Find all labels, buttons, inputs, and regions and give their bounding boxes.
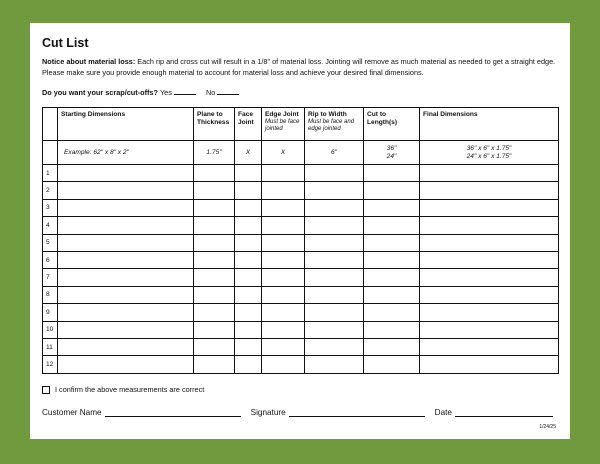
row-number: 11 [43,338,58,355]
table-cell[interactable] [364,199,420,216]
cut-list-table [42,107,559,374]
table-cell[interactable] [305,338,364,355]
table-row [43,182,559,199]
header-face-joint: Face Joint [235,108,262,141]
table-cell[interactable] [420,199,559,216]
table-cell[interactable] [235,199,262,216]
row-number: 3 [43,199,58,216]
table-cell[interactable] [262,321,305,338]
date-label: Date [434,408,452,417]
table-cell[interactable] [305,251,364,268]
table-cell[interactable] [194,217,235,234]
customer-name-label: Customer Name [42,408,102,417]
header-starting-dimensions: Starting Dimensions [58,108,194,141]
table-cell[interactable] [364,304,420,321]
notice-text: Each rip and cross cut will result in a 1/8" of material loss. Jointing will remove as much material as needed to get a straight edge. Please make sure you provide enough material to account for material loss and achieve your desired final dimensions. [42,57,556,77]
example-starting: Example: 62" x 8" x 2" [58,141,194,165]
table-cell[interactable] [262,234,305,251]
table-cell[interactable] [420,251,559,268]
table-row [43,321,559,338]
confirm-checkbox[interactable] [42,386,50,394]
example-row [43,141,559,165]
table-cell[interactable] [420,234,559,251]
table-cell[interactable] [194,321,235,338]
row-number: 10 [43,321,58,338]
table-cell[interactable] [58,165,194,182]
table-row [43,165,559,182]
table-cell[interactable] [364,338,420,355]
scrap-question [42,87,247,97]
table-row [43,338,559,355]
table-cell[interactable] [194,182,235,199]
table-cell[interactable] [364,217,420,234]
table-cell[interactable] [235,321,262,338]
table-cell[interactable] [305,199,364,216]
example-rip: 6" [305,141,364,165]
signature-field[interactable] [289,408,425,417]
date-field[interactable] [455,408,553,417]
material-loss-notice [42,57,562,78]
table-cell[interactable] [305,217,364,234]
table-cell[interactable] [364,165,420,182]
table-header-row [43,108,559,141]
table-cell[interactable] [194,269,235,286]
table-row [43,269,559,286]
table-cell[interactable] [194,234,235,251]
table-row [43,304,559,321]
table-cell[interactable] [420,217,559,234]
table-cell[interactable] [420,269,559,286]
table-cell[interactable] [235,304,262,321]
example-edge: X [262,141,305,165]
table-row [43,217,559,234]
table-cell[interactable] [235,338,262,355]
header-rip-width: Rip to Width Must be face and edge jointed [305,108,364,141]
confirm-label: I confirm the above measurements are correct [55,385,205,394]
cut-list-sheet [30,23,570,439]
row-number: 5 [43,234,58,251]
example-plane: 1.75" [194,141,235,165]
page-title: Cut List [42,36,89,50]
header-cut-length: Cut to Length(s) [364,108,420,141]
table-cell[interactable] [420,165,559,182]
table-cell[interactable] [58,356,194,373]
table-cell[interactable] [262,251,305,268]
table-cell[interactable] [262,286,305,303]
table-cell[interactable] [194,251,235,268]
table-cell[interactable] [305,182,364,199]
table-row [43,356,559,373]
table-cell[interactable] [58,304,194,321]
table-cell[interactable] [58,321,194,338]
table-cell[interactable] [235,234,262,251]
row-number: 4 [43,217,58,234]
row-number: 2 [43,182,58,199]
table-cell[interactable] [420,321,559,338]
customer-name-field[interactable] [105,408,241,417]
table-cell[interactable] [420,338,559,355]
table-cell[interactable] [305,234,364,251]
table-cell[interactable] [194,286,235,303]
table-cell[interactable] [194,304,235,321]
table-row [43,234,559,251]
header-edge-joint-note: Must be face jointed [265,118,300,132]
table-cell[interactable] [262,269,305,286]
confirm-row [42,385,204,394]
row-number: 7 [43,269,58,286]
table-cell[interactable] [364,286,420,303]
table-cell[interactable] [364,251,420,268]
table-cell[interactable] [235,165,262,182]
table-cell[interactable] [364,182,420,199]
table-cell[interactable] [262,199,305,216]
example-row-number [43,141,58,165]
table-cell[interactable] [262,165,305,182]
table-cell[interactable] [235,286,262,303]
table-cell[interactable] [262,182,305,199]
scrap-no-label: No [205,88,216,97]
table-cell[interactable] [235,251,262,268]
table-cell[interactable] [58,217,194,234]
row-number: 1 [43,165,58,182]
table-cell[interactable] [58,182,194,199]
table-cell[interactable] [364,269,420,286]
table-cell[interactable] [420,182,559,199]
table-cell[interactable] [235,217,262,234]
table-cell[interactable] [262,217,305,234]
scrap-yes-blank[interactable] [174,87,196,95]
row-number: 12 [43,356,58,373]
table-cell[interactable] [305,356,364,373]
notice-label: Notice about material loss: [42,57,136,66]
example-cut: 36" 24" [364,141,420,165]
header-final-dimensions: Final Dimensions [420,108,559,141]
table-cell[interactable] [420,356,559,373]
table-row [43,286,559,303]
example-final: 36" x 6" x 1.75" 24" x 6" x 1.75" [420,141,559,165]
table-cell[interactable] [364,321,420,338]
table-cell[interactable] [305,269,364,286]
row-number: 9 [43,304,58,321]
header-plane-thickness: Plane to Thickness [194,108,235,141]
scrap-no-blank[interactable] [217,87,239,95]
row-number: 8 [43,286,58,303]
table-cell[interactable] [420,304,559,321]
table-cell[interactable] [235,356,262,373]
table-cell[interactable] [58,251,194,268]
form-version: 1/24/25 [539,424,556,430]
scrap-question-text: Do you want your scrap/cut-offs? [42,88,158,97]
table-cell[interactable] [364,234,420,251]
table-cell[interactable] [58,199,194,216]
table-cell[interactable] [305,321,364,338]
table-cell[interactable] [58,234,194,251]
table-row [43,199,559,216]
example-face: X [235,141,262,165]
table-cell[interactable] [58,338,194,355]
table-cell[interactable] [305,286,364,303]
table-cell[interactable] [235,269,262,286]
table-cell[interactable] [262,304,305,321]
table-cell[interactable] [262,338,305,355]
table-cell[interactable] [194,165,235,182]
table-row [43,251,559,268]
signature-section [42,408,558,417]
table-cell[interactable] [305,165,364,182]
table-cell[interactable] [262,356,305,373]
table-cell[interactable] [305,304,364,321]
table-cell[interactable] [194,338,235,355]
table-cell[interactable] [194,199,235,216]
header-edge-joint: Edge Joint Must be face jointed [262,108,305,141]
signature-label: Signature [250,408,286,417]
table-cell[interactable] [364,356,420,373]
table-cell[interactable] [58,269,194,286]
table-cell[interactable] [194,356,235,373]
scrap-yes-label: Yes [159,88,172,97]
header-rip-width-note: Must be face and edge jointed [308,118,355,132]
table-cell[interactable] [420,286,559,303]
header-row-number [43,108,58,141]
table-cell[interactable] [58,286,194,303]
row-number: 6 [43,251,58,268]
table-cell[interactable] [235,182,262,199]
